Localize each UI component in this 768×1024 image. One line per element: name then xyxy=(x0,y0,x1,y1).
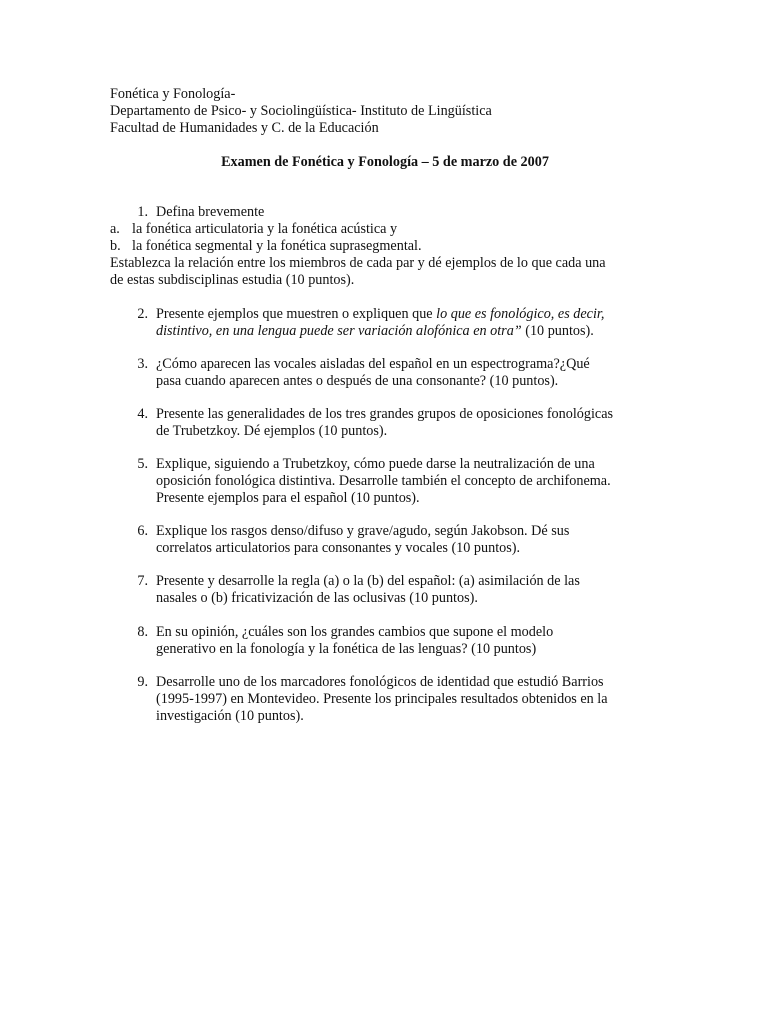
question-number: 2. xyxy=(137,306,148,322)
question-5 xyxy=(110,456,670,507)
question-6 xyxy=(110,523,670,557)
item-text-a: la fonética articulatoria y la fonética acústica y xyxy=(132,221,398,237)
question-text: oposición fonológica distintiva. Desarrolle también el concepto de archifonema. xyxy=(156,473,611,489)
faculty-name: Facultad de Humanidades y C. de la Educación xyxy=(110,120,379,136)
item-letter-b: b. xyxy=(110,238,121,254)
question-number: 1. xyxy=(137,204,148,220)
question-2 xyxy=(110,306,670,340)
question-text: Presente y desarrolle la regla (a) o la (b) del español: (a) asimilación de las xyxy=(156,573,580,589)
item-text-b: la fonética segmental y la fonética suprasegmental. xyxy=(132,238,422,254)
question-7 xyxy=(110,573,670,607)
question-text: pasa cuando aparecen antes o después de una consonante? (10 puntos). xyxy=(156,373,559,389)
question-text: Explique los rasgos denso/difuso y grave/agudo, según Jakobson. Dé sus xyxy=(156,523,570,539)
question-text: Presente las generalidades de los tres grandes grupos de oposiciones fonológicas xyxy=(156,406,614,422)
question-text: generativo en la fonología y la fonética de las lenguas? (10 puntos) xyxy=(156,641,537,657)
question-text: En su opinión, ¿cuáles son los grandes cambios que supone el modelo xyxy=(156,624,554,640)
question-text: de Trubetzkoy. Dé ejemplos (10 puntos). xyxy=(156,423,388,439)
question-4 xyxy=(110,406,670,440)
exam-title: Examen de Fonética y Fonología – 5 de marzo de 2007 xyxy=(221,154,549,170)
question-1 xyxy=(110,204,670,289)
question-8 xyxy=(110,624,670,658)
question-text: Explique, siguiendo a Trubetzkoy, cómo puede darse la neutralización de una xyxy=(156,456,595,472)
question-followup-line: Establezca la relación entre los miembros de cada par y dé ejemplos de lo que cada una xyxy=(110,255,606,271)
question-text: Presente ejemplos para el español (10 puntos). xyxy=(156,490,420,506)
question-text: Presente ejemplos que muestren o expliquen que xyxy=(156,306,437,322)
question-quote: lo que es fonológico, es decir, xyxy=(436,306,605,322)
question-number: 4. xyxy=(137,406,148,422)
question-text: Desarrolle uno de los marcadores fonológicos de identidad que estudió Barrios xyxy=(156,674,604,690)
question-3 xyxy=(110,356,670,390)
question-number: 9. xyxy=(137,674,148,690)
item-letter-a: a. xyxy=(110,221,120,237)
question-number: 3. xyxy=(137,356,148,372)
question-text: nasales o (b) fricativización de las oclusivas (10 puntos). xyxy=(156,590,478,606)
question-text: (1995-1997) en Montevideo. Presente los principales resultados obtenidos en la xyxy=(156,691,608,707)
question-number: 7. xyxy=(137,573,148,589)
question-prompt: Defina brevemente xyxy=(156,204,265,220)
question-quote: distintivo, en una lengua puede ser variación alofónica en otra” xyxy=(156,323,522,339)
department-name: Departamento de Psico- y Sociolingüística- Instituto de Lingüística xyxy=(110,103,492,119)
question-text: (10 puntos). xyxy=(521,323,594,339)
question-9 xyxy=(110,674,670,725)
question-text: correlatos articulatorios para consonantes y vocales (10 puntos). xyxy=(156,540,521,556)
question-number: 6. xyxy=(137,523,148,539)
question-text: ¿Cómo aparecen las vocales aisladas del español en un espectrograma?¿Qué xyxy=(156,356,590,372)
question-number: 8. xyxy=(137,624,148,640)
document-header xyxy=(110,86,690,137)
question-text: investigación (10 puntos). xyxy=(156,708,304,724)
question-followup-line: de estas subdisciplinas estudia (10 puntos). xyxy=(110,272,355,288)
question-number: 5. xyxy=(137,456,148,472)
course-name: Fonética y Fonología- xyxy=(110,86,236,102)
